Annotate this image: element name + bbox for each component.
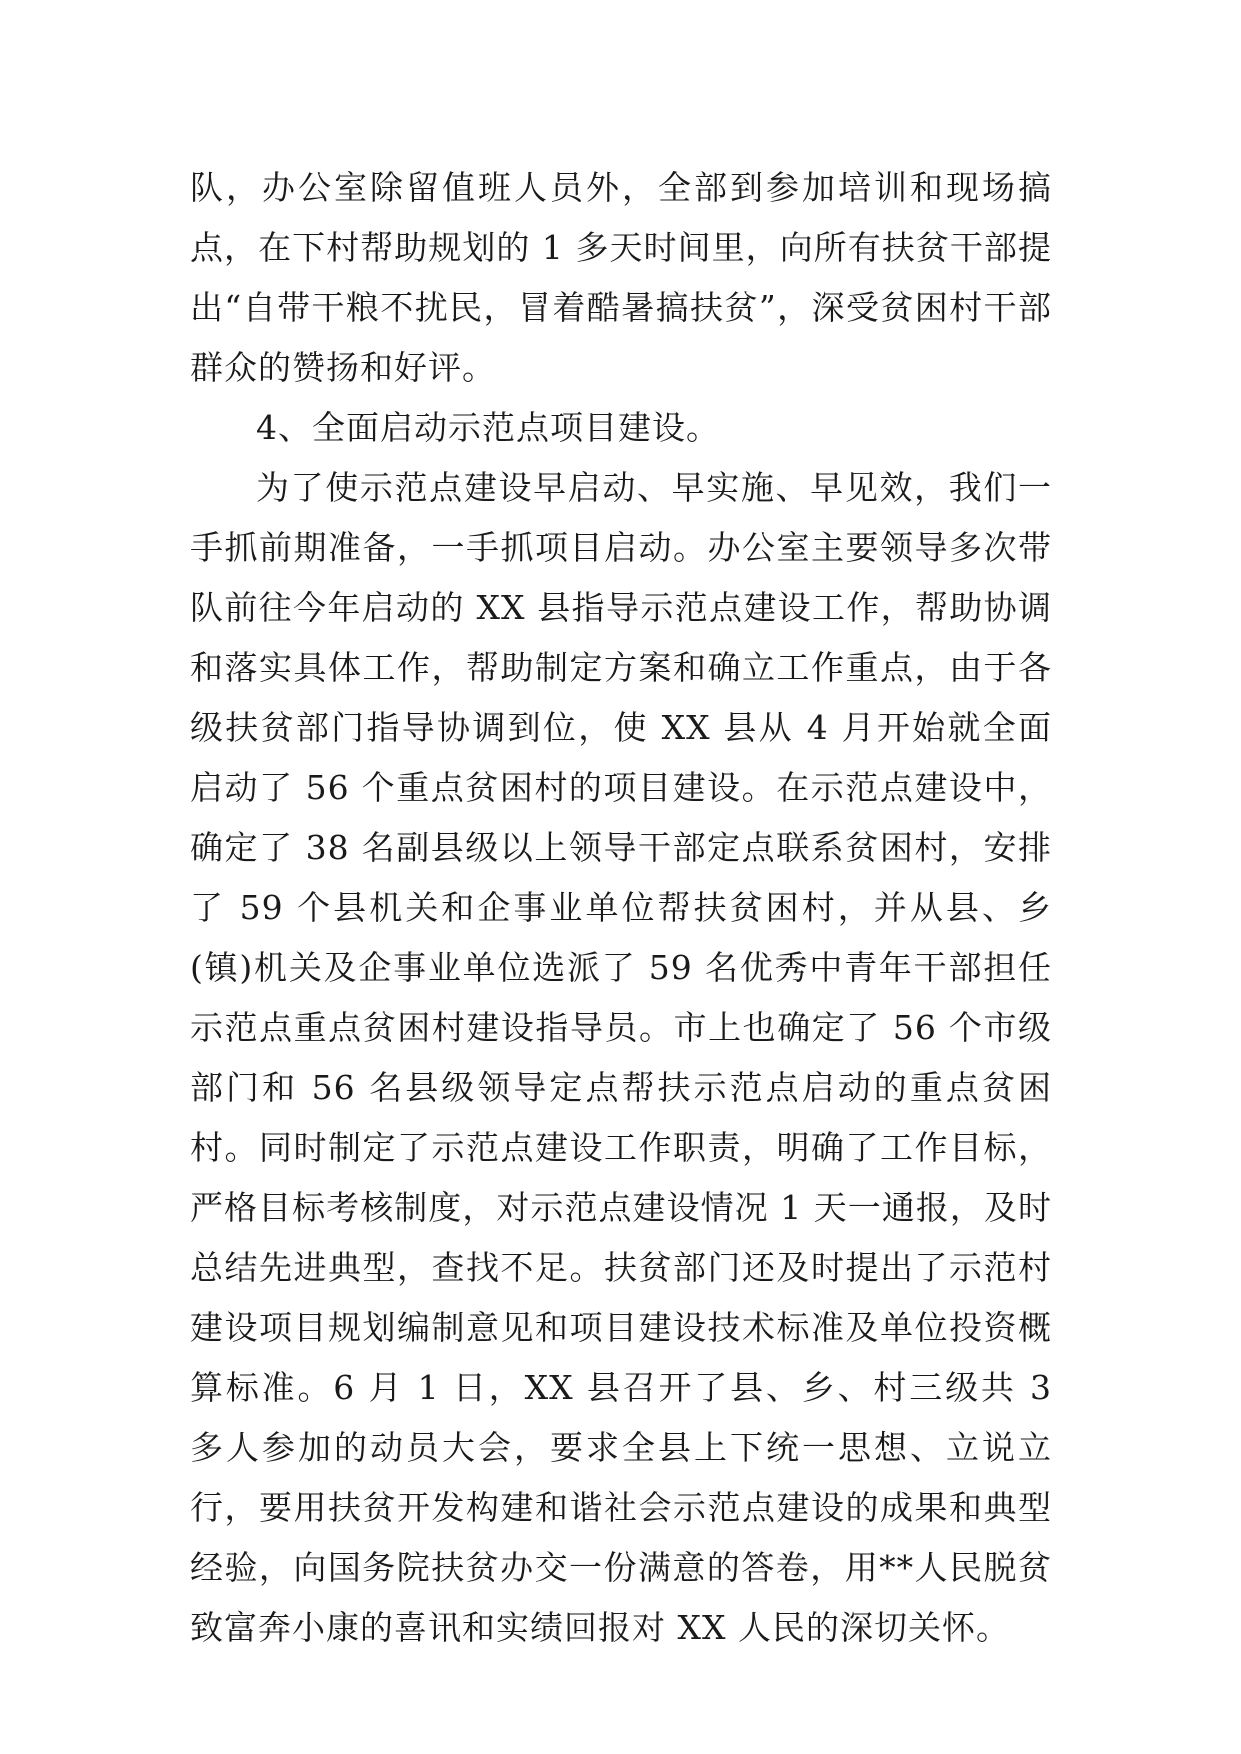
paragraph-continuation: 队，办公室除留值班人员外，全部到参加培训和现场搞点，在下村帮助规划的 1 多天时间里，向所有扶贫干部提出“自带干粮不扰民，冒着酷暑搞扶贫”，深受贫困村干部群众的赞扬和好评。: [190, 168, 1052, 387]
section-heading: 4、全面启动示范点项目建设。: [256, 408, 720, 447]
paragraph-body: 为了使示范点建设早启动、早实施、早见效，我们一手抓前期准备，一手抓项目启动。办公室主要领导多次带队前往今年启动的 XX 县指导示范点建设工作，帮助协调和落实具体工作，帮助制定方案和确立工作重点，由于各级扶贫部门指导协调到位，使 XX 县从 4 月开始就全面启动了 56 个重点贫困村的项目建设。在示范点建设中，确定了 38 名副县级以上领导干部定点联系贫困村，安排了 59 个县机关和企事业单位帮扶贫困村，并从县、乡(镇)机关及企事业单位选派了 59 名优秀中青年干部担任示范点重点贫困村建设指导员。市上也确定了 56 个市级部门和 56 名县级领导定点帮扶示范点启动的重点贫困村。同时制定了示范点建设工作职责，明确了工作目标，严格目标考核制度，对示范点建设情况 1 天一通报，及时总结先进典型，查找不足。扶贫部门还及时提出了示范村建设项目规划编制意见和项目建设技术标准及单位投资概算标准。6 月 1 日，XX 县召开了县、乡、村三级共 3 多人参加的动员大会，要求全县上下统一思想、立说立行，要用扶贫开发构建和谐社会示范点建设的成果和典型经验，向国务院扶贫办交一份满意的答卷，用**人民脱贫致富奔小康的喜讯和实绩回报对 XX 人民的深切关怀。: [190, 468, 1052, 1647]
document-body: [190, 158, 1052, 1658]
